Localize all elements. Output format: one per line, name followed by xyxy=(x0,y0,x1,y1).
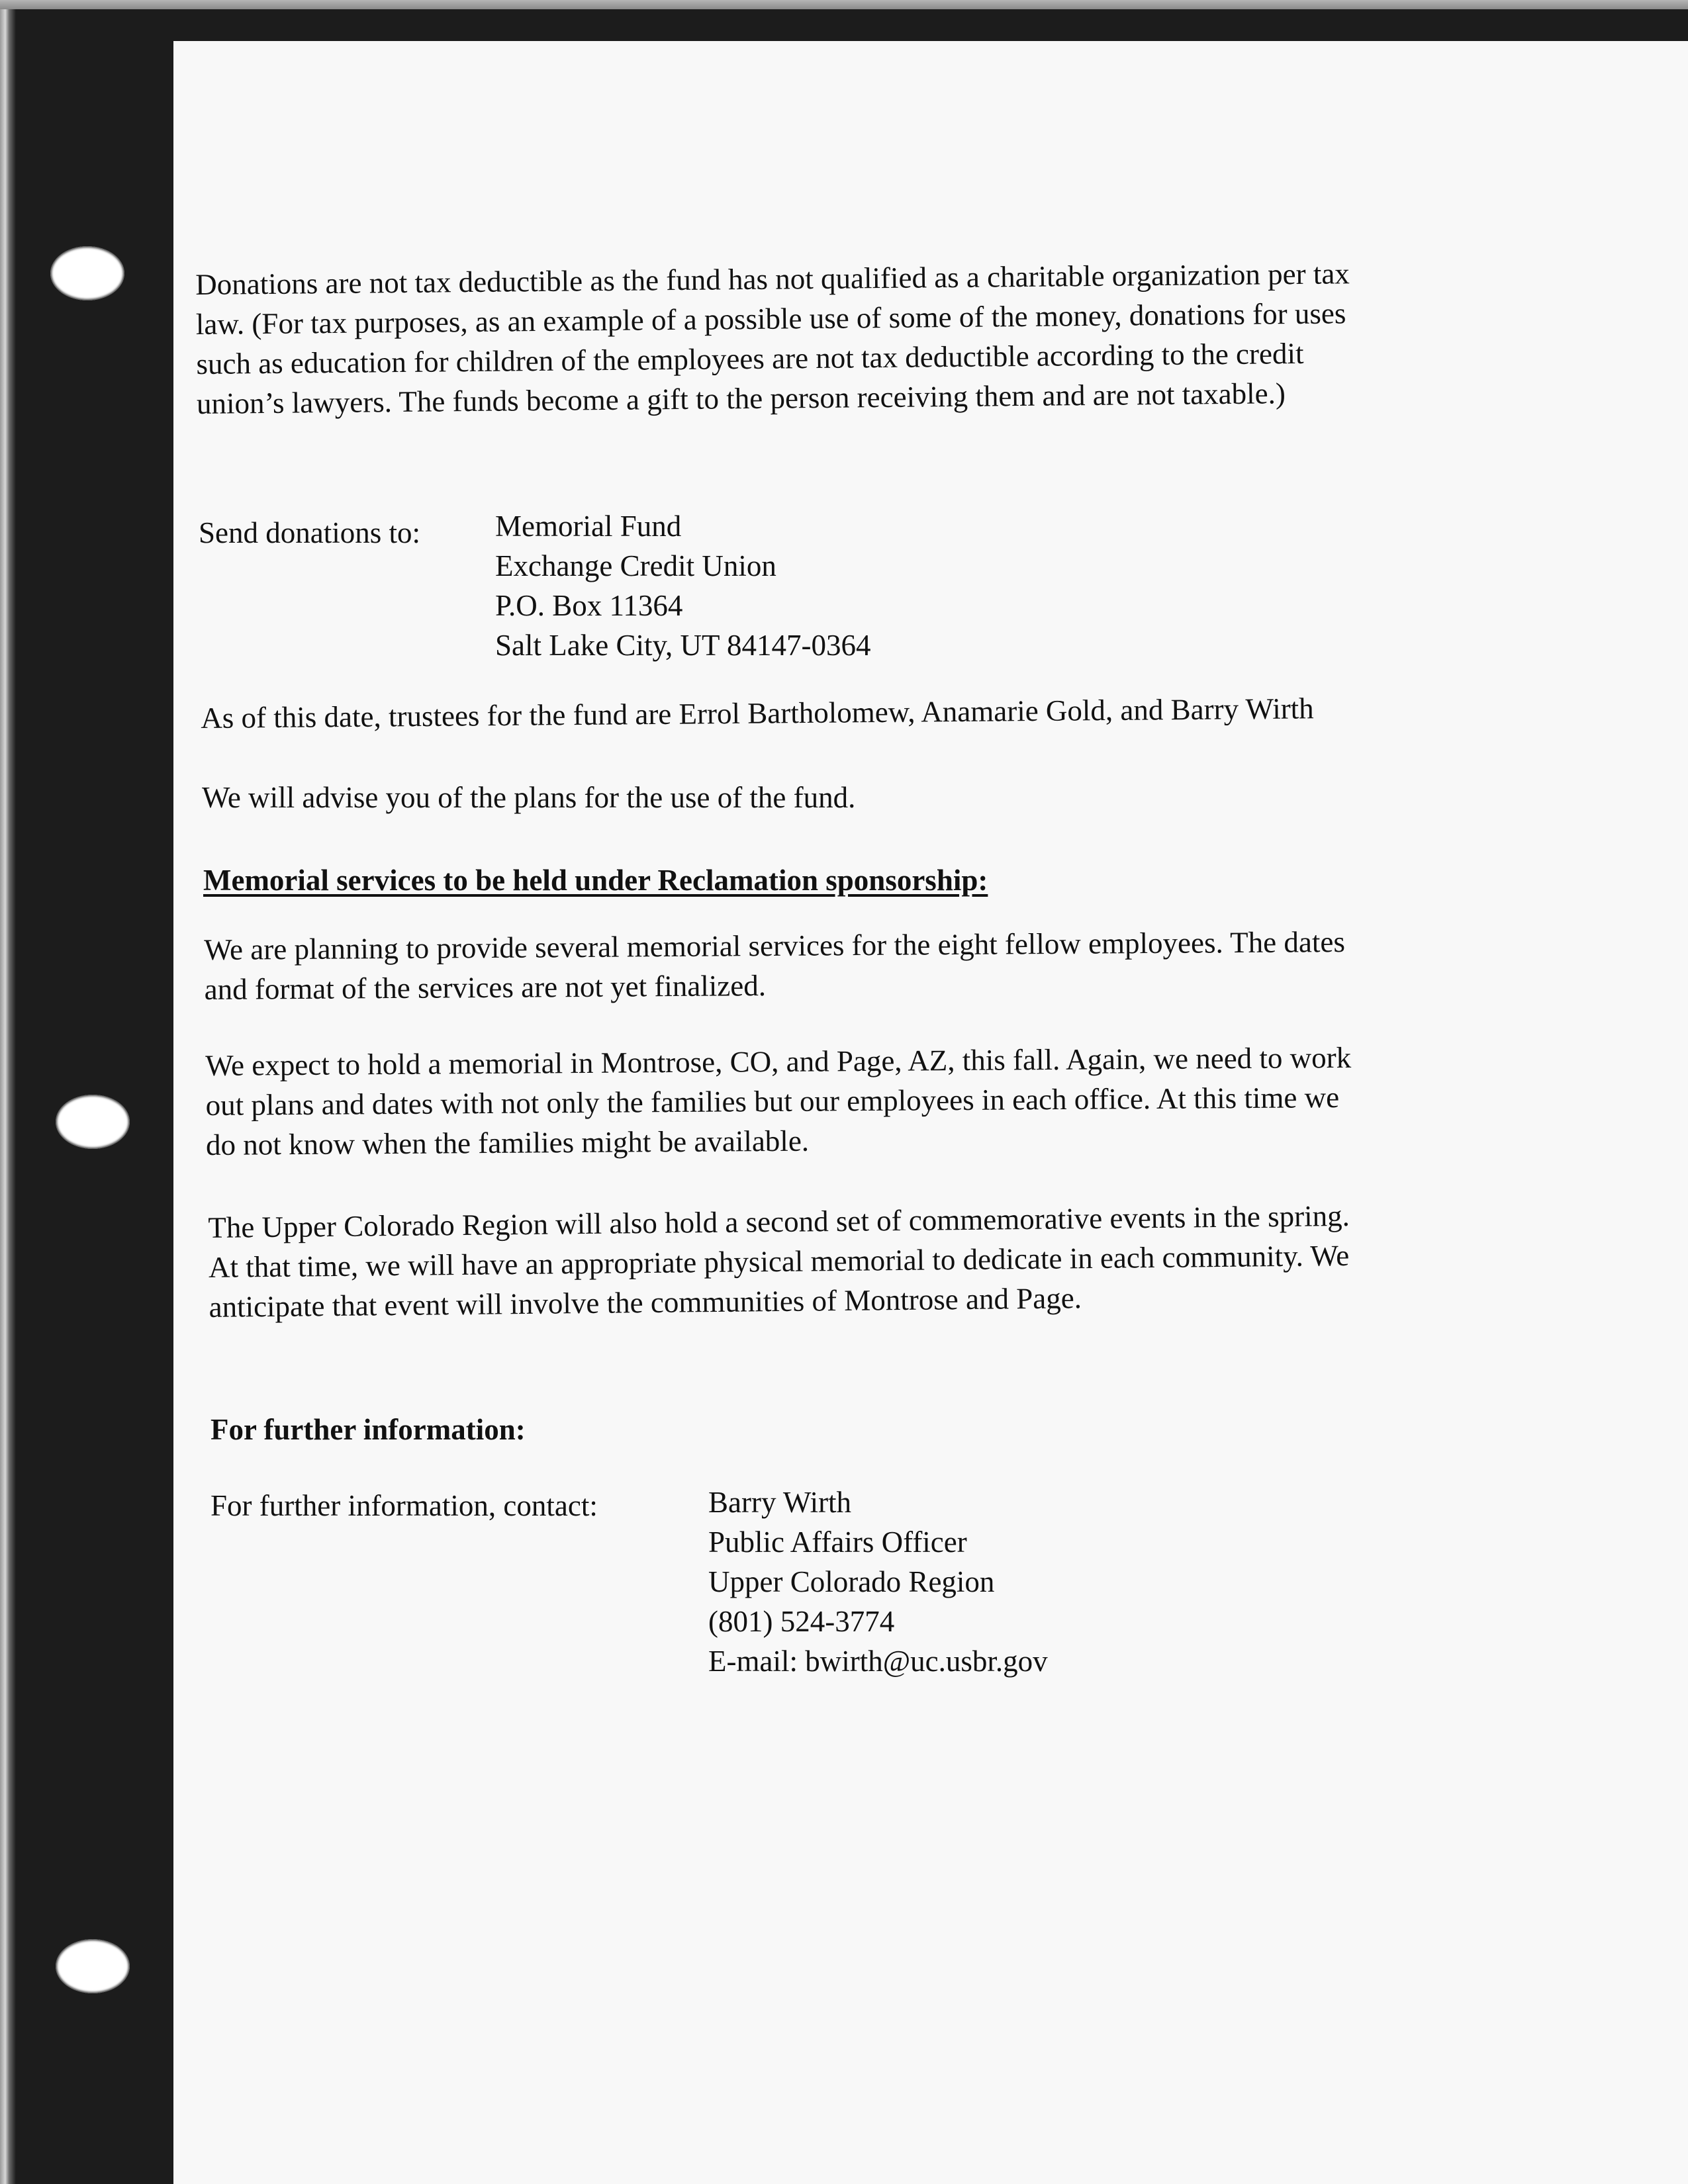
address-line: Salt Lake City, UT 84147-0364 xyxy=(495,629,871,662)
donation-address xyxy=(495,506,870,665)
paragraph-line: At that time, we will have an appropriate physical memorial to dedicate in each community. We xyxy=(208,1238,1350,1284)
punch-hole-icon xyxy=(50,246,124,300)
punch-hole-icon xyxy=(56,1095,130,1149)
paragraph-line: We expect to hold a memorial in Montrose, CO, and Page, AZ, this fall. Again, we need to work xyxy=(205,1040,1352,1082)
memorial-plans-paragraph xyxy=(205,1038,1352,1165)
paragraph-line: The Upper Colorado Region will also hold a second set of commemorative events in the spring. xyxy=(208,1199,1350,1244)
address-line: Exchange Credit Union xyxy=(495,549,776,582)
advise-text: We will advise you of the plans for the use of the fund. xyxy=(202,781,856,814)
paragraph-line: and format of the services are not yet finalized. xyxy=(204,969,767,1006)
paragraph-line: anticipate that event will involve the communities of Montrose and Page. xyxy=(209,1281,1082,1324)
trustees-text: As of this date, trustees for the fund are Errol Bartholomew, Anamarie Gold, and Barry Wirth xyxy=(201,692,1314,735)
spring-events-paragraph xyxy=(208,1196,1350,1327)
paragraph-line: union’s lawyers. The funds become a gift to the person receiving them and are not taxable.) xyxy=(196,377,1286,420)
contact-phone: (801) 524-3774 xyxy=(708,1605,895,1638)
contact-block xyxy=(708,1482,1048,1681)
paragraph-line: do not know when the families might be available. xyxy=(205,1124,810,1161)
scanner-top-edge xyxy=(0,0,1688,9)
paragraph-line: such as education for children of the employees are not tax deductible according to the credit xyxy=(196,336,1304,381)
tax-paragraph xyxy=(195,253,1351,424)
address-line: Memorial Fund xyxy=(495,510,682,543)
punch-hole-icon xyxy=(56,1939,130,1993)
contact-label: For further information, contact: xyxy=(211,1489,598,1522)
binder-strip xyxy=(0,9,173,2184)
scanner-top-shadow xyxy=(0,9,1688,41)
paragraph-line: We are planning to provide several memorial services for the eight fellow employees. The dates xyxy=(204,925,1346,966)
binder-edge xyxy=(0,9,16,2184)
contact-email: E-mail: bwirth@uc.usbr.gov xyxy=(708,1645,1048,1678)
paragraph-line: law. (For tax purposes, as an example of a possible use of some of the money, donations for uses xyxy=(195,296,1346,341)
paragraph-line: out plans and dates with not only the families but our employees in each office. At this time we xyxy=(205,1081,1340,1122)
paragraph-line: Donations are not tax deductible as the fund has not qualified as a charitable organization per tax xyxy=(195,257,1350,301)
memorial-services-heading: Memorial services to be held under Reclamation sponsorship: xyxy=(203,864,988,897)
planning-paragraph xyxy=(204,922,1345,1009)
address-line: P.O. Box 11364 xyxy=(495,589,683,622)
contact-office: Upper Colorado Region xyxy=(708,1565,995,1598)
further-information-heading: For further information: xyxy=(211,1413,526,1446)
send-donations-label: Send donations to: xyxy=(199,516,420,549)
contact-title: Public Affairs Officer xyxy=(708,1525,967,1559)
contact-name: Barry Wirth xyxy=(708,1486,852,1519)
